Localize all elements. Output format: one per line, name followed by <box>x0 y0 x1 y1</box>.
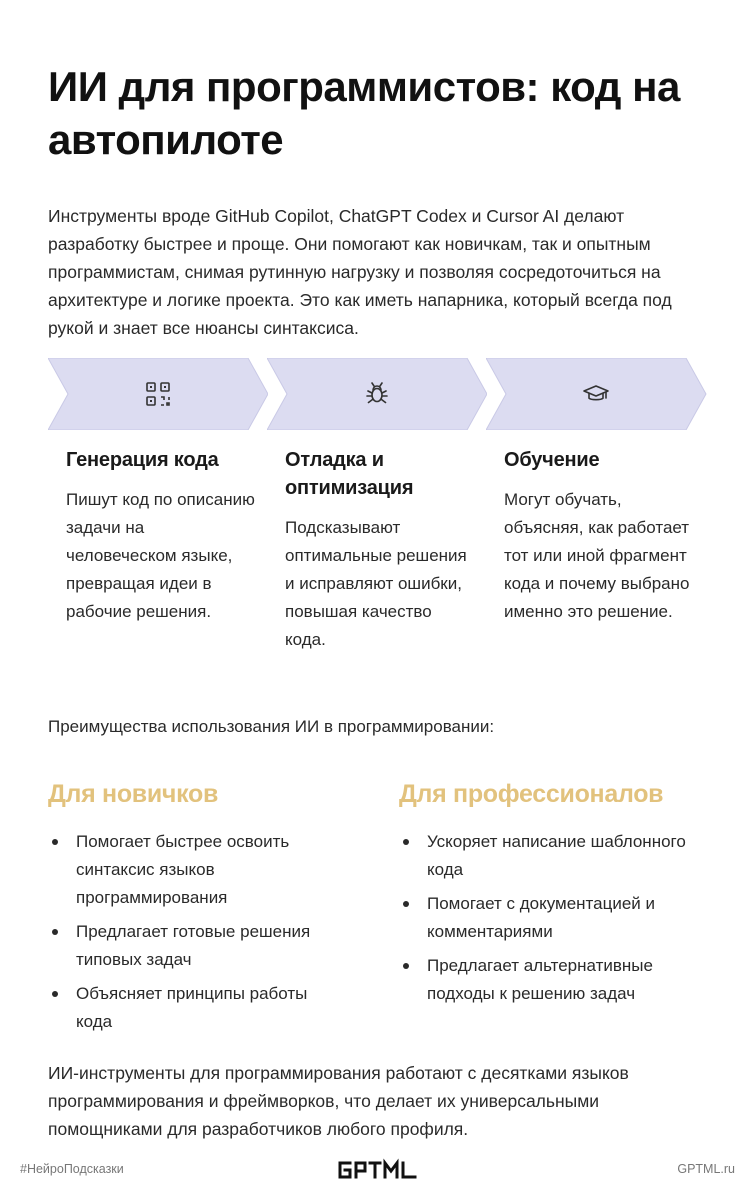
chevron-step-1 <box>48 358 268 430</box>
bug-icon <box>363 380 391 408</box>
list-item: Ускоряет написание шаблонного кода <box>399 828 709 884</box>
step-title: Отладка и оптимизация <box>285 449 414 499</box>
list-item: Помогает быстрее освоить синтаксис языков программирования <box>48 828 338 912</box>
graduation-cap-icon <box>582 380 610 408</box>
list-item: Предлагает альтернативные подходы к решению задач <box>399 952 709 1008</box>
chevron-step-2 <box>267 358 487 430</box>
bullet-icon <box>403 963 409 969</box>
process-chevrons <box>48 358 708 430</box>
group-professionals <box>399 776 709 1014</box>
step-text: Подсказывают оптимальные решения и исправляют ошибки, повышая качество кода. <box>285 518 467 649</box>
step-title: Обучение <box>504 449 600 471</box>
step-column-2 <box>285 446 475 654</box>
hashtag-label: #НейроПодсказки <box>20 1162 124 1176</box>
page-title: ИИ для программистов: код на автопилоте <box>48 63 680 163</box>
outro-paragraph: ИИ-инструменты для программирования работают с десятками языков программирования и фреймворков, что делает их универсальными помощниками для разработчиков любого профиля. <box>48 1063 629 1139</box>
list-item: Объясняет принципы работы кода <box>48 980 338 1036</box>
bullet-icon <box>52 839 58 845</box>
list-item: Помогает с документацией и комментариями <box>399 890 709 946</box>
site-link[interactable]: GPTML.ru <box>677 1162 735 1176</box>
bullet-icon <box>52 929 58 935</box>
gptml-logo <box>336 1157 420 1183</box>
bullet-icon <box>403 839 409 845</box>
group-title: Для новичков <box>48 780 219 808</box>
group-title: Для профессионалов <box>399 780 664 808</box>
step-text: Могут обучать, объясняя, как работает тот или иной фрагмент кода и почему выбрано именно это решение. <box>504 490 690 621</box>
bullet-icon <box>52 991 58 997</box>
step-title: Генерация кода <box>66 449 219 471</box>
list-item: Предлагает готовые решения типовых задач <box>48 918 338 974</box>
bullet-list <box>399 828 709 1008</box>
qr-code-icon <box>144 380 172 408</box>
intro-paragraph: Инструменты вроде GitHub Copilot, ChatGPT Codex и Cursor AI делают разработку быстрее и проще. Они помогают как новичкам, так и опытным программистам, снимая рутинную нагрузку и позволяя сосредоточиться на архитектуре и логике проекта. Это как иметь напарника, который всегда под рукой и знает все нюансы синтаксиса. <box>48 206 672 338</box>
step-text: Пишут код по описанию задачи на человеческом языке, превращая идеи в рабочие решения. <box>66 490 255 621</box>
advantages-heading: Преимущества использования ИИ в программировании: <box>48 717 495 736</box>
step-column-3 <box>504 446 694 626</box>
bullet-list <box>48 828 338 1036</box>
step-column-1 <box>66 446 256 626</box>
chevron-step-3 <box>486 358 708 430</box>
group-beginners <box>48 776 338 1042</box>
bullet-icon <box>403 901 409 907</box>
